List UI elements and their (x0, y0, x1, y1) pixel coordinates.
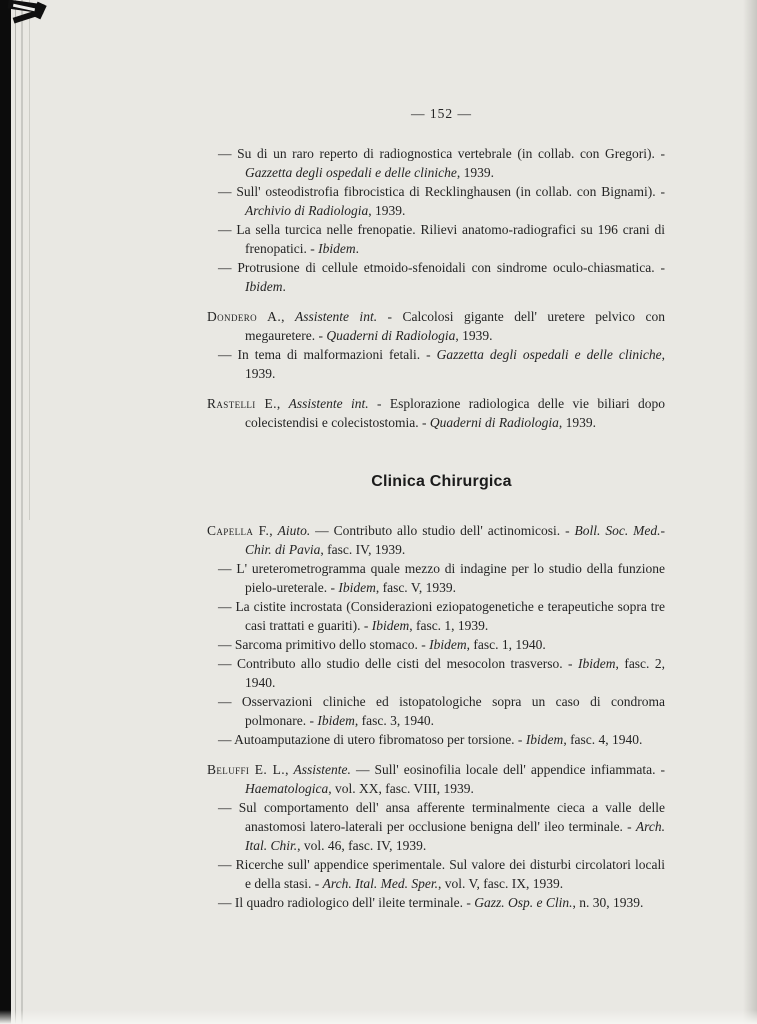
bibliography-entry: — Il quadro radiologico dell' ileite terminale. - Gazz. Osp. e Clin., n. 30, 1939. (218, 895, 644, 910)
bibliography-entry: — Su di un raro reperto di radiognostica vertebrale (in collab. con Gregori). - Gazzetta degli ospedali e delle cliniche, 1939. (218, 146, 665, 180)
author-name: Rastelli E. (207, 396, 277, 411)
bibliography-entry: — In tema di malformazioni fetali. - Gazzetta degli ospedali e delle cliniche, 1939. (218, 347, 665, 381)
binding-crease (21, 0, 23, 1024)
entry-group (207, 394, 665, 432)
bibliography-entry: — Ricerche sull' appendice sperimentale. Sul valore dei disturbi circolatori locali e della stasi. - Arch. Ital. Med. Sper., vol. V, fasc. IX, 1939. (218, 857, 665, 891)
entry-group (207, 760, 666, 912)
text-column (207, 104, 666, 923)
bibliography-entry: — Sarcoma primitivo dello stomaco. - Ibidem, fasc. 1, 1940. (218, 637, 546, 652)
section-heading: Clinica Chirurgica (371, 473, 512, 490)
page-edge-shadow (0, 1010, 757, 1024)
entry-group (207, 307, 665, 383)
bibliography-entry: — Protrusione di cellule etmoido-sfenoidali con sindrome oculo-chiasmatica. - Ibidem. (218, 260, 665, 294)
author-name: Beluffi E. L. (207, 762, 286, 777)
bibliography-entry-author: Rastelli E., Assistente int. - Esplorazione radiologica delle vie biliari dopo colecistendisi e colecistostomia. - Quaderni di Radiologia, 1939. (207, 396, 665, 430)
binding-crease (29, 0, 30, 520)
bibliography (207, 144, 666, 912)
bibliography-entry-author: Dondero A., Assistente int. - Calcolosi gigante dell' uretere pelvico con megauretere. - Quaderni di Radiologia, 1939. (207, 309, 665, 343)
book-binding-edge (0, 0, 11, 1024)
author-name: Capella F. (207, 523, 270, 538)
bibliography-entry: — La cistite incrostata (Considerazioni eziopatogenetiche e terapeutiche sopra tre casi trattati e guariti). - Ibidem, fasc. 1, 1939. (218, 599, 665, 633)
author-name: Dondero A. (207, 309, 282, 324)
bibliography-entry: — L' ureterometrogramma quale mezzo di indagine per lo studio della funzione pielo-ureterale. - Ibidem, fasc. V, 1939. (218, 561, 665, 595)
bibliography-entry: — Sul comportamento dell' ansa afferente terminalmente cieca a valle delle anastomosi latero-laterali per occlusione benigna dell' ileo terminale. - Arch. Ital. Chir., vol. 46, fasc. IV, 1939. (218, 800, 665, 853)
bibliography-entry-author: Beluffi E. L., Assistente. — Sull' eosinofilia locale dell' appendice infiammata. - Haematologica, vol. XX, fasc. VIII, 1939. (207, 762, 666, 796)
bibliography-entry: — La sella turcica nelle frenopatie. Rilievi anatomo-radiografici su 196 crani di frenopatici. - Ibidem. (218, 222, 665, 256)
bibliography-entry-author: Capella F., Aiuto. — Contributo allo studio dell' actinomicosi. - Boll. Soc. Med.-Chir. di Pavia, fasc. IV, 1939. (207, 523, 665, 557)
bibliography-entry: — Sull' osteodistrofia fibrocistica di Recklinghausen (in collab. con Bignami). - Archivio di Radiologia, 1939. (218, 184, 665, 218)
binding-crease (15, 0, 16, 1024)
page-number: — 152 — (411, 106, 472, 121)
page-edge-shadow (743, 0, 757, 1024)
bibliography-entry: — Contributo allo studio delle cisti del mesocolon trasverso. - Ibidem, fasc. 2, 1940. (218, 656, 665, 690)
bibliography-entry: — Osservazioni cliniche ed istopatologiche sopra un caso di condroma polmonare. - Ibidem, fasc. 3, 1940. (218, 694, 665, 728)
entry-group (207, 521, 665, 749)
bibliography-entry: — Autoamputazione di utero fibromatoso per torsione. - Ibidem, fasc. 4, 1940. (218, 732, 643, 747)
entry-group (218, 144, 665, 296)
